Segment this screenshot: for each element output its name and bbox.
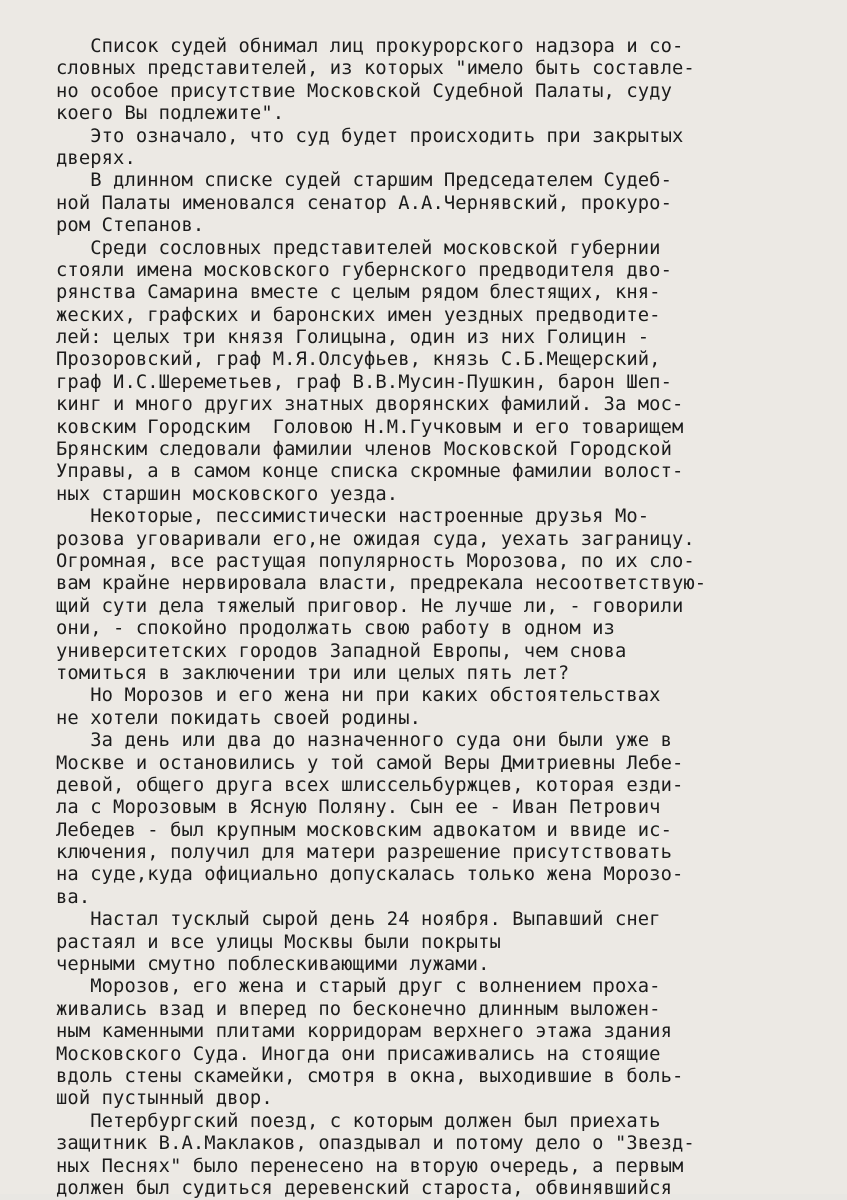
text-line: лей: целых три князя Голицына, один из них Голицин - (56, 327, 650, 349)
text-line: они, - спокойно продолжать свою работу в одном из (56, 618, 615, 640)
text-line: розова уговаривали его,не ожидая суда, уехать заграницу. (56, 528, 695, 550)
text-line: Петербургский поезд, с которым должен был приехать (56, 1110, 661, 1132)
typewritten-text (56, 36, 796, 1200)
text-line: щий сути дела тяжелый приговор. Не лучше ли, - говорили (56, 595, 684, 617)
text-line: ной Палаты именовался сенатор А.А.Чернявский, прокуро- (56, 192, 672, 214)
text-line: Московского Суда. Иногда они присаживались на стоящие (56, 1043, 661, 1065)
text-line: Москве и остановились у той самой Веры Дмитриевны Лебе- (56, 752, 684, 774)
text-line: Настал тусклый сырой день 24 ноября. Выпавший снег (56, 909, 661, 931)
text-line: но особое присутствие Московской Судебной Палаты, суду (56, 80, 672, 102)
text-line: жеских, графских и баронских имен уездных предводите- (56, 304, 661, 326)
text-line: Некоторые, пессимистически настроенные друзья Мо- (56, 506, 650, 528)
text-line: не хотели покидать своей родины. (56, 707, 422, 729)
text-line: ных Песнях" было перенесено на вторую очередь, а первым (56, 1155, 684, 1177)
text-line: шой пустынный двор. (56, 1088, 273, 1110)
text-line: коего Вы подлежите". (56, 103, 285, 125)
text-line: Брянским следовали фамилии членов Московской Городской (56, 439, 672, 461)
text-line: томиться в заключении три или целых пять лет? (56, 662, 570, 684)
text-line: живались взад и вперед по бесконечно длинным выложен- (56, 998, 661, 1020)
text-line: Морозов, его жена и старый друг с волнением проха- (56, 976, 661, 998)
text-line: защитник В.А.Маклаков, опаздывал и потому дело о "Звезд- (56, 1133, 695, 1155)
text-line: ва. (56, 886, 91, 908)
text-line: ла с Морозовым в Ясную Поляну. Сын ее - Иван Петрович (56, 797, 661, 819)
text-line: В длинном списке судей старшим Председателем Судеб- (56, 170, 672, 192)
text-line: ным каменными плитами корридорам верхнего этажа здания (56, 1021, 672, 1043)
text-line: девой, общего друга всех шлиссельбуржцев, которая езди- (56, 774, 684, 796)
text-line: университетских городов Западной Европы, чем снова (56, 640, 627, 662)
text-line: должен был судиться деревенский староста, обвинявшийся (56, 1177, 672, 1199)
text-line: Прозоровский, граф М.Я.Олсуфьев, князь С.Б.Мещерский, (56, 349, 661, 371)
text-line: Управы, а в самом конце списка скромные фамилии волост- (56, 461, 684, 483)
text-line: За день или два до назначенного суда они были уже в (56, 730, 672, 752)
text-line: Огромная, все растущая популярность Морозова, по их сло- (56, 550, 695, 572)
text-line: ных старшин московского уезда. (56, 483, 399, 505)
text-line: ключения, получил для матери разрешение присутствовать (56, 842, 672, 864)
text-line: ковским Городским Головою Н.М.Гучковым и его товарищем (56, 416, 684, 438)
text-line: ром Степанов. (56, 215, 205, 237)
text-line: Но Морозов и его жена ни при каких обстоятельствах (56, 685, 661, 707)
text-line: кинг и много других знатных дворянских фамилий. За мос- (56, 394, 684, 416)
text-line: стояли имена московского губернского предводителя дво- (56, 259, 672, 281)
text-line: рянства Самарина вместе с целым рядом блестящих, кня- (56, 282, 661, 304)
text-line: растаял и все улицы Москвы были покрыты (56, 931, 501, 953)
text-line: Список судей обнимал лиц прокурорского надзора и со- (56, 36, 684, 57)
text-line: граф И.С.Шереметьев, граф В.В.Мусин-Пушкин, барон Шеп- (56, 371, 672, 393)
text-line: черными смутно поблескивающими лужами. (56, 954, 490, 976)
text-line: Это означало, что суд будет происходить при закрытых (56, 125, 684, 147)
text-line: Лебедев - был крупным московским адвокатом и ввиде ис- (56, 819, 672, 841)
text-line: вам крайне нервировала власти, предрекала несоответствую- (56, 573, 707, 595)
text-line: Среди сословных представителей московской губернии (56, 237, 661, 259)
text-line: вдоль стены скамейки, смотря в окна, выходившие в боль- (56, 1065, 684, 1087)
text-line: дверях. (56, 147, 136, 169)
text-line: словных представителей, из которых "имело быть составле- (56, 58, 695, 80)
text-line: на суде,куда официально допускалась только жена Морозо- (56, 864, 684, 886)
